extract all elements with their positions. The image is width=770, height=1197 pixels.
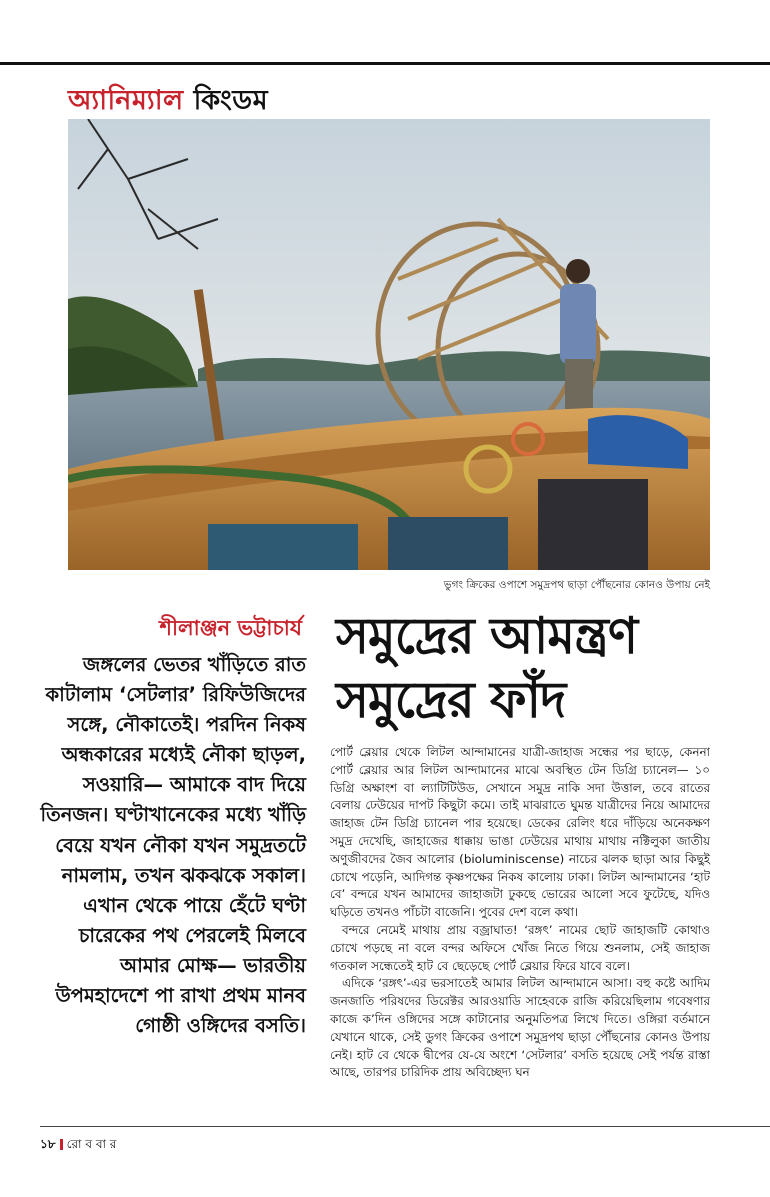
headline-line-2: সমুদ্রের ফাঁদ <box>336 671 566 729</box>
page-footer <box>40 1136 116 1156</box>
section-header-accent: অ্যানিম্যাল <box>68 85 184 116</box>
page-number: ১৮ <box>40 1137 56 1151</box>
author-byline: শীলাঞ্জন ভট্টাচার্য <box>159 616 302 640</box>
body-paragraph: পোর্ট ব্লেয়ার থেকে লিটল আন্দামানের যাত্রী-জাহাজ সন্ধের পর ছাড়ে, কেননা পোর্ট ব্লেয়ার আর লিটল আন্দামানের মাঝে অবস্থিত টেন ডিগ্রি চ্যানেল— ১০ ডিগ্রি অক্ষাংশ বা ল্যাটিটিউড, সেখানে সমুদ্র নাকি সদা উত্তাল, তবে রাতের বেলায় ঢেউয়ের দাপট কিছুটা কমে। তাই মাঝরাতে ঘুমন্ত যাত্রীদের নিয়ে আমাদের জাহাজ টেন ডিগ্রি চ্যানেল পার হয়েছে। ডেকের রেলিং ধরে দাঁড়িয়ে অনেকক্ষণ সমুদ্র দেখেছি, জাহাজের ধাক্কায় ভাঙা ঢেউয়ের মাথায় মাথায় নক্টিলুকা জাতীয় অণুজীবদের জৈব আলোর (bioluminiscense) নাচের ঝলক ছাড়া আর কিছুই চোখে পড়েনি, আদিগন্ত কৃষ্ণপক্ষের নিকষ কালোয় ঢাকা। লিটল আন্দামানের ‘হাট বে’ বন্দরে যখন আমাদের জাহাজটা ঢুকছে ভোরের আলো সবে ফুটেছে, যদিও ঘড়িতে তখনও পাঁচটা বাজেনি। পুবের দেশ বলে কথা। <box>330 745 710 920</box>
publication-name: রো ব বা র <box>66 1137 117 1151</box>
article-body <box>330 744 710 1082</box>
headline-line-1: সমুদ্রের আমন্ত্রণ <box>336 607 638 665</box>
photo-caption: ভুগং ক্রিকের ওপাশে সমুদ্রপথ ছাড়া পৌঁছনোর কোনও উপায় নেই <box>443 579 710 591</box>
pull-quote: জঙ্গলের ভেতর খাঁড়িতে রাত কাটালাম ‘সেটলার’ রিফিউজিদের সঙ্গে, নৌকাতেই। পরদিন নিকষ অন্ধকারের মধ্যেই নৌকা ছাড়ল, সওয়ারি— আমাকে বাদ দিয়ে তিনজন। ঘণ্টাখানেকের মধ্যে খাঁড়ি বেয়ে যখন নৌকা যখন সমুদ্রতটে নামলাম, তখন ঝকঝকে সকাল। এখান থেকে পায়ে হেঁটে ঘণ্টা চারেকের পথ পেরলেই মিলবে আমার মোক্ষ— ভারতীয় উপমহাদেশে পা রাখা প্রথম মানব গোষ্ঠী ওঙ্গিদের বসতি। <box>40 653 306 1038</box>
section-header-rest: কিংডম <box>193 85 269 116</box>
top-rule <box>0 62 770 65</box>
footer-rule <box>40 1126 770 1127</box>
body-paragraph: বন্দরে নেমেই মাথায় প্রায় বজ্রাঘাত! ‘রঙ্গৎ’ নামের ছোট জাহাজটি কোথাও চোখে পড়ছে না বলে বন্দর অফিসে খোঁজ নিতে গিয়ে শুনলাম, সেই জাহাজ গতকাল সন্ধেতেই হাট বে ছেড়েছে পোর্ট ব্লেয়ার ফিরে যাবে বলে। <box>330 922 710 973</box>
footer-divider <box>60 1139 63 1150</box>
headline <box>336 604 716 732</box>
body-paragraph: এদিকে ‘রঙ্গৎ’-এর ভরসাতেই আমার লিটল আন্দামানে আসা। বহু কষ্টে আদিম জনজাতি পরিষদের ডিরেক্টর আরওয়াডি সাহেবকে রাজি করিয়েছিলাম গবেষণার কাজে ক’দিন ওঙ্গিদের সঙ্গে কাটানোর অনুমতিপত্র লিখে দিতে। ওঙ্গিরা বর্তমানে যেখানে থাকে, সেই ডুগং ক্রিকের ওপাশে সমুদ্রপথ ছাড়া পৌঁছনোর কোনও উপায় নেই। হাট বে থেকে দ্বীপের যে-যে অংশে ‘সেটলার’ বসতি হয়েছে সেই পর্যন্ত রাস্তা আছে, তারপর চারিদিক প্রায় অবিচ্ছেদ্য ঘন <box>330 976 710 1080</box>
feature-photo <box>68 119 710 570</box>
